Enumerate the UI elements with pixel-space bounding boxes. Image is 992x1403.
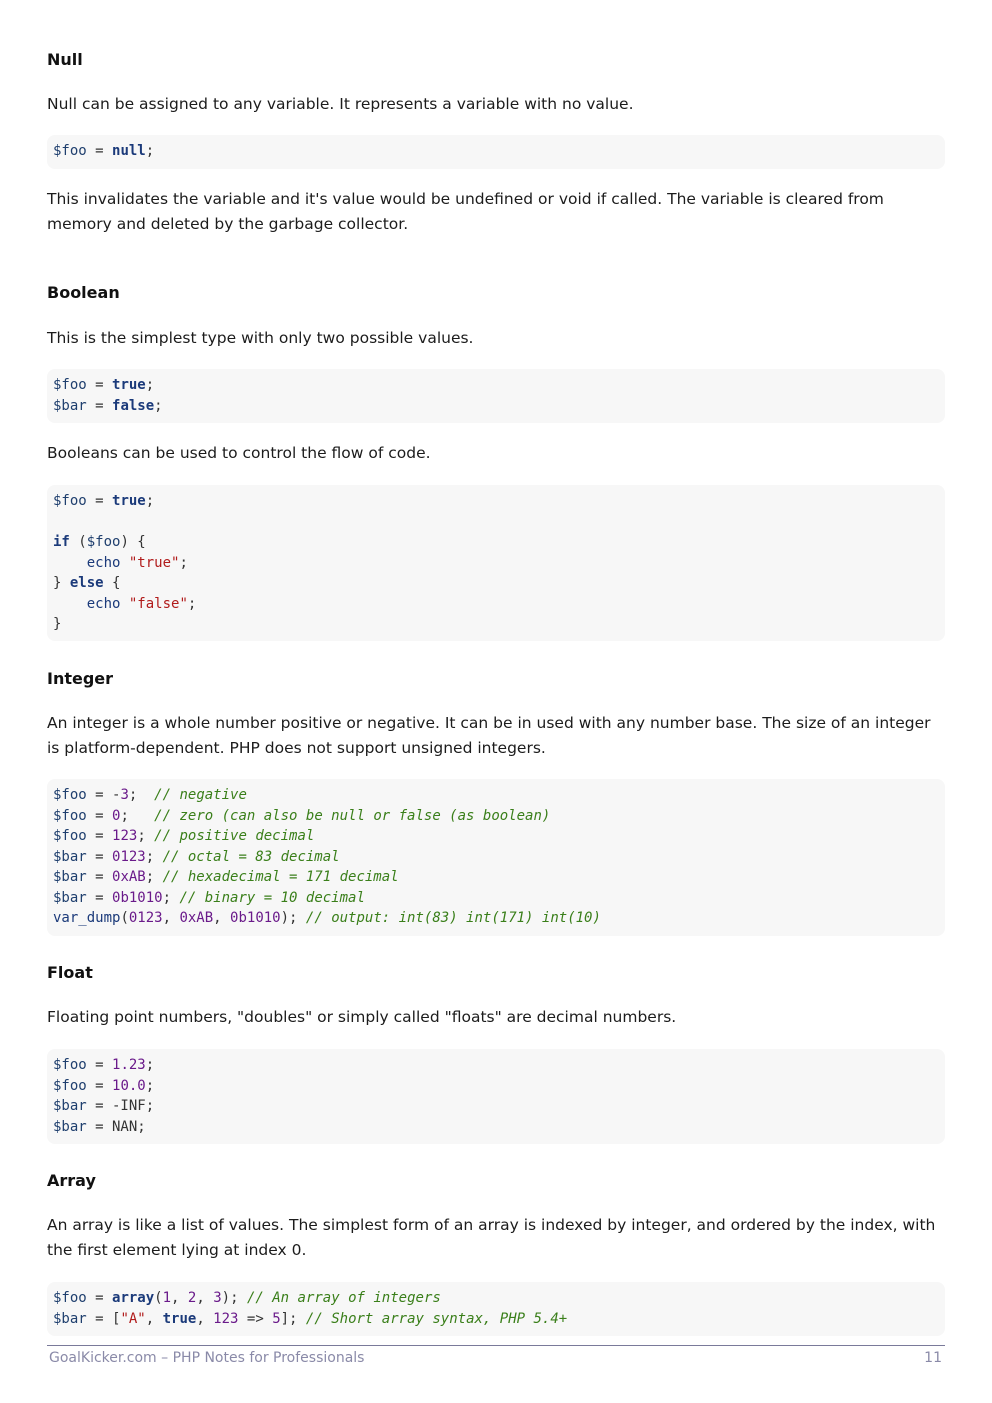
heading-integer: Integer [47,669,114,688]
paragraph-integer-intro: An integer is a whole number positive or negative. It can be in used with any number base. The size of an integer is platform-dependent. PHP does not support unsigned integers. [47,714,931,757]
paragraph-boolean-after: Booleans can be used to control the flow of code. [47,444,431,462]
code-block-float: $foo = 1.23; $foo = 10.0; $bar = -INF; $bar = NAN; [47,1049,945,1144]
heading-array: Array [47,1171,96,1190]
heading-boolean: Boolean [47,283,120,302]
paragraph-float-intro: Floating point numbers, "doubles" or simply called "floats" are decimal numbers. [47,1008,677,1026]
paragraph-array-intro: An array is like a list of values. The simplest form of an array is indexed by integer, and ordered by the index, with the first element lying at index 0. [47,1216,936,1259]
paragraph-boolean-intro: This is the simplest type with only two possible values. [47,329,474,347]
heading-float: Float [47,963,93,982]
heading-null: Null [47,50,83,69]
footer-divider [47,1345,945,1346]
footer-title: GoalKicker.com – PHP Notes for Professionals [49,1350,365,1366]
code-block-integer: $foo = -3; // negative $foo = 0; // zero (can also be null or false (as boolean) $foo = 123; // positive decimal $bar = 0123; // octal = 83 decimal $bar = 0xAB; // hexadecimal = 171 decimal $bar = 0b1010; // binary = 10 decimal var_dump(0123, 0xAB, 0b1010); // output: int(83) int(171) int(10) [47,779,945,936]
code-block-boolean-values: $foo = true; $bar = false; [47,369,945,423]
page-number: 11 [924,1350,942,1366]
code-block-null: $foo = null; [47,135,945,169]
code-block-boolean-flow: $foo = true; if ($foo) { echo "true"; } else { echo "false"; } [47,485,945,641]
code-block-array: $foo = array(1, 2, 3); // An array of integers $bar = ["A", true, 123 => 5]; // Short array syntax, PHP 5.4+ [47,1282,945,1336]
paragraph-null-intro: Null can be assigned to any variable. It represents a variable with no value. [47,95,634,113]
paragraph-null-after: This invalidates the variable and it's value would be undefined or void if called. The variable is cleared from memory and deleted by the garbage collector. [47,190,884,233]
